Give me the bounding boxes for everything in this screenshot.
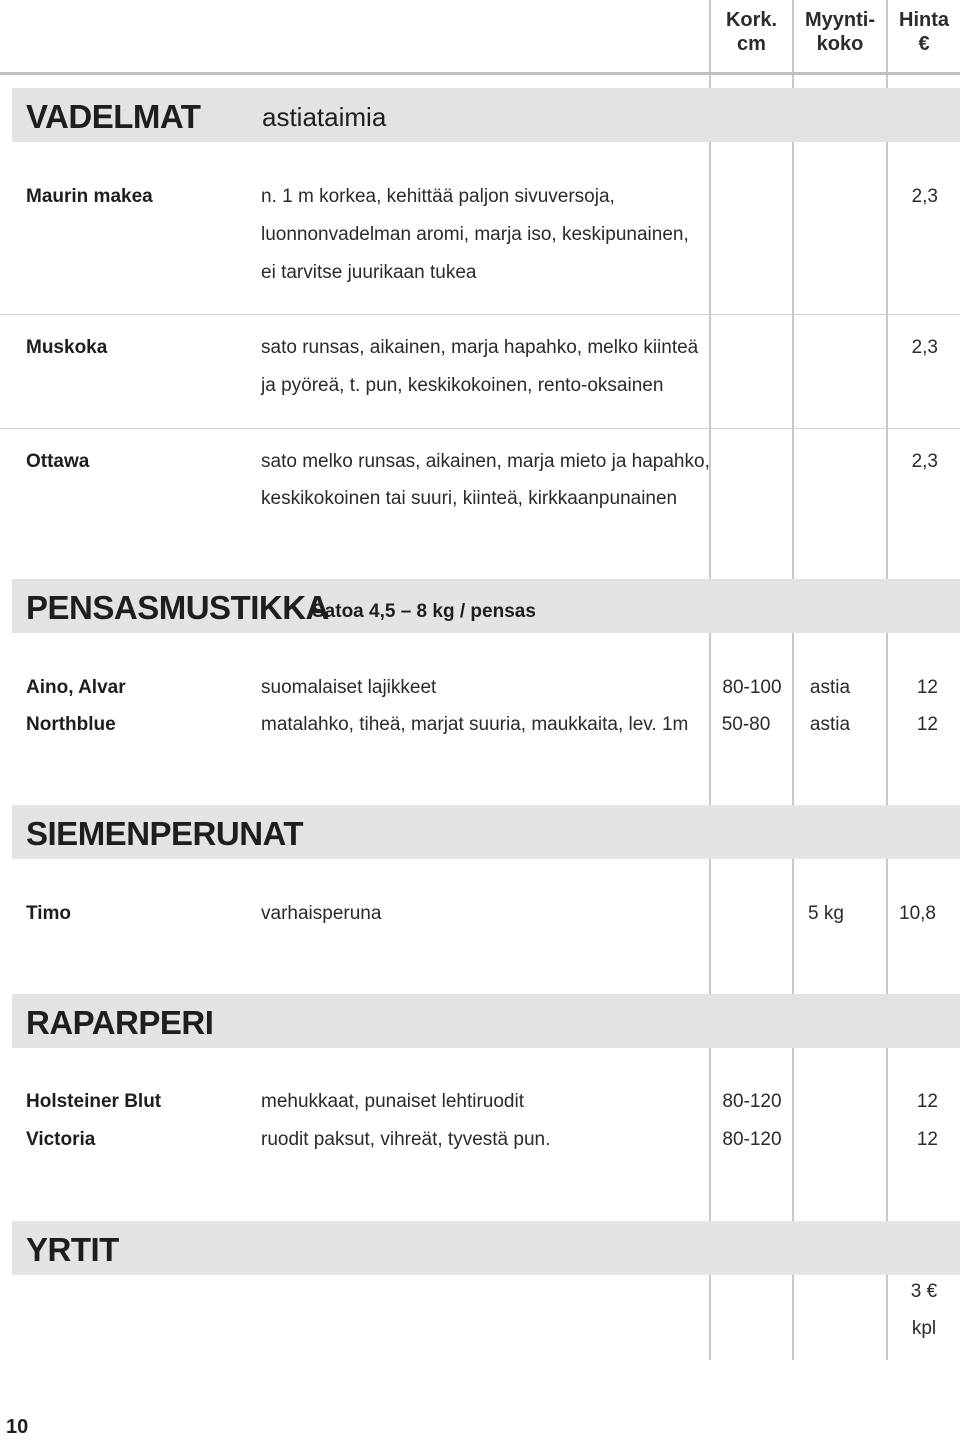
kork-header-line1: Kork.	[725, 9, 778, 31]
product-price: 2,3	[911, 337, 938, 358]
product-name: Timo	[26, 903, 72, 924]
hinta-header-line1: Hinta	[899, 9, 949, 31]
product-desc: mehukkaat, punaiset lehtiruodit	[261, 1091, 524, 1112]
product-price: 10,8	[899, 903, 936, 924]
row-separator	[0, 314, 960, 315]
product-price: 12	[916, 1091, 938, 1112]
product-name: Holsteiner Blut	[26, 1091, 162, 1112]
yrtit-unit: kpl	[911, 1318, 937, 1339]
product-desc: matalahko, tiheä, marjat suuria, maukkaita, lev. 1m	[261, 714, 689, 735]
product-height: 50-80	[721, 714, 771, 735]
product-size: 5 kg	[808, 903, 844, 924]
section-band-raparperi	[12, 994, 960, 1048]
page-number: 10	[6, 1416, 29, 1438]
koko-header-line2: koko	[816, 33, 864, 55]
section-subtitle-pensasmustikka: Satoa 4,5 – 8 kg / pensas	[312, 601, 536, 622]
product-price: 12	[916, 677, 938, 698]
product-name: Muskoka	[26, 337, 108, 358]
section-title-vadelmat: VADELMAT	[26, 98, 201, 135]
product-desc: sato melko runsas, aikainen, marja mieto ja hapahko,	[261, 451, 710, 472]
section-band-siemenperunat	[12, 805, 960, 859]
product-name: Northblue	[26, 714, 116, 735]
column-divider-kork	[709, 0, 711, 1360]
column-header-hinta	[888, 8, 960, 56]
yrtit-price: 3 €	[910, 1281, 938, 1302]
column-header-koko	[794, 8, 886, 56]
product-price: 12	[916, 714, 938, 735]
section-title-pensasmustikka: PENSASMUSTIKKA	[26, 589, 329, 626]
product-desc: ja pyöreä, t. pun, keskikokoinen, rento-oksainen	[261, 375, 664, 396]
section-band-yrtit	[12, 1221, 960, 1275]
row-separator	[0, 428, 960, 429]
kork-header-line2: cm	[737, 33, 766, 55]
product-size: astia	[809, 714, 851, 735]
product-size: astia	[809, 677, 851, 698]
product-desc: varhaisperuna	[261, 903, 382, 924]
product-height: 80-120	[722, 1091, 782, 1112]
hinta-header-line2: €	[918, 33, 930, 55]
section-title-siemenperunat: SIEMENPERUNAT	[26, 815, 304, 852]
product-desc: luonnonvadelman aromi, marja iso, keskipunainen,	[261, 224, 689, 245]
koko-header-line1: Myynti-	[805, 9, 875, 31]
product-price: 2,3	[911, 186, 938, 207]
header-rule	[0, 72, 960, 75]
product-desc: n. 1 m korkea, kehittää paljon sivuversoja,	[261, 186, 615, 207]
product-desc: ruodit paksut, vihreät, tyvestä pun.	[261, 1129, 551, 1150]
product-height: 80-100	[722, 677, 782, 698]
product-desc: sato runsas, aikainen, marja hapahko, melko kiinteä	[261, 337, 699, 358]
product-price: 12	[916, 1129, 938, 1150]
product-name: Victoria	[26, 1129, 96, 1150]
section-subtitle-vadelmat: astiataimia	[262, 102, 387, 132]
section-band-pensasmustikka	[12, 579, 960, 633]
section-band-vadelmat	[12, 88, 960, 142]
product-desc: ei tarvitse juurikaan tukea	[261, 262, 477, 283]
section-title-raparperi: RAPARPERI	[26, 1004, 214, 1041]
product-name: Ottawa	[26, 451, 90, 472]
product-desc: suomalaiset lajikkeet	[261, 677, 437, 698]
column-header-kork	[711, 8, 792, 56]
product-desc: keskikokoinen tai suuri, kiinteä, kirkkaanpunainen	[261, 488, 678, 509]
product-price: 2,3	[911, 451, 938, 472]
product-height: 80-120	[722, 1129, 782, 1150]
product-name: Aino, Alvar	[26, 677, 126, 698]
product-name: Maurin makea	[26, 186, 153, 207]
section-title-yrtit: YRTIT	[26, 1231, 119, 1268]
